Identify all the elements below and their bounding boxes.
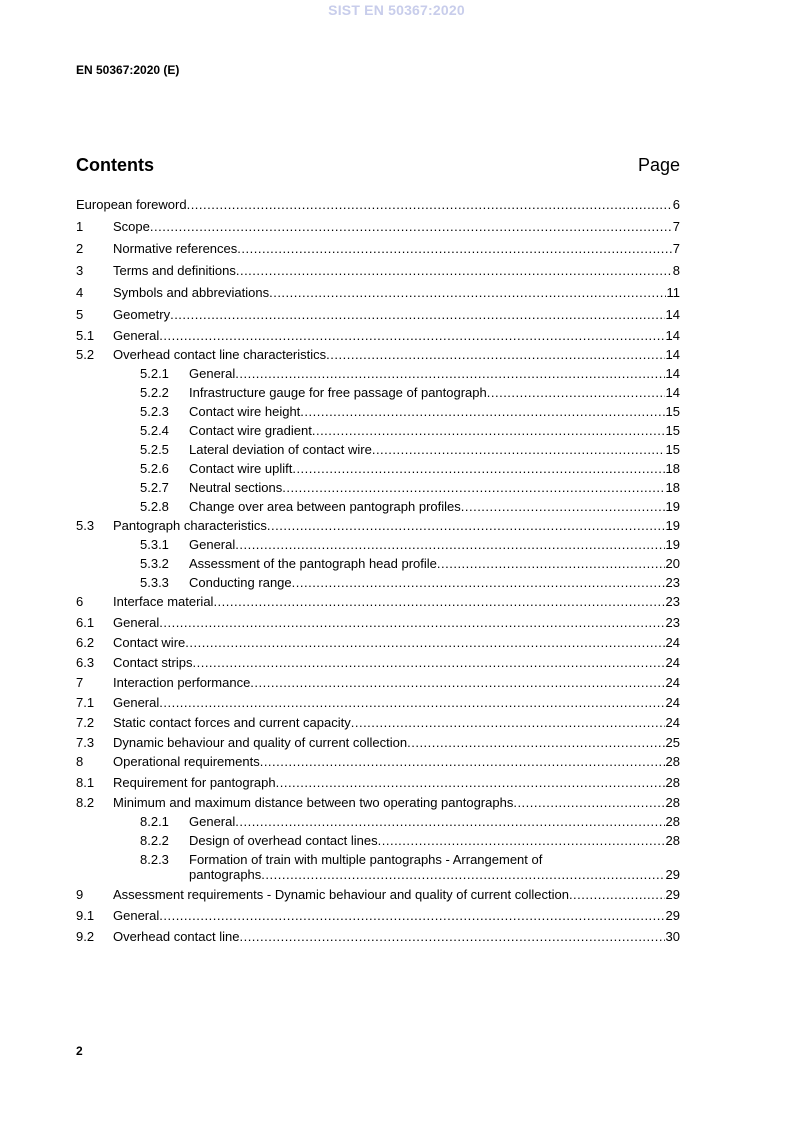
toc-entry-title: Symbols and abbreviations bbox=[113, 285, 270, 300]
toc-entry-page: 19 bbox=[665, 518, 680, 533]
toc-entry-number: 5.2.2 bbox=[140, 385, 169, 400]
toc-entry-number: 4 bbox=[76, 285, 84, 300]
toc-entry-number: 5.3 bbox=[76, 518, 95, 533]
toc-entry-page: 18 bbox=[665, 480, 680, 495]
toc-entry-number: 5.1 bbox=[76, 328, 95, 343]
toc-entry-number: 8 bbox=[76, 754, 84, 769]
toc-entry-number: 8.1 bbox=[76, 775, 95, 790]
toc-entry-title: Minimum and maximum distance between two operating pantographs bbox=[113, 795, 514, 810]
toc-entry-number: 1 bbox=[76, 219, 84, 234]
toc-entry[interactable] bbox=[76, 695, 680, 710]
toc-entry[interactable] bbox=[76, 241, 680, 256]
toc-entry-title: Infrastructure gauge for free passage of pantograph bbox=[189, 385, 487, 400]
toc-dot-leader bbox=[239, 929, 664, 944]
toc-entry-page: 15 bbox=[665, 404, 680, 419]
toc-entry-title: Design of overhead contact lines bbox=[189, 833, 378, 848]
toc-entry-title: Terms and definitions bbox=[113, 263, 236, 278]
toc-entry-title: Interface material bbox=[113, 594, 214, 609]
toc-entry-number: 5.3.1 bbox=[140, 537, 169, 552]
toc-entry-number: 5.2.5 bbox=[140, 442, 169, 457]
toc-entry-page: 18 bbox=[665, 461, 680, 476]
toc-entry[interactable] bbox=[76, 423, 680, 438]
toc-dot-leader bbox=[300, 404, 664, 419]
toc-entry-number: 8.2.1 bbox=[140, 814, 169, 829]
toc-entry-page: 14 bbox=[665, 307, 680, 322]
toc-dot-leader bbox=[159, 695, 664, 710]
toc-dot-leader bbox=[235, 814, 664, 829]
toc-entry-number: 5.2.6 bbox=[140, 461, 169, 476]
toc-dot-leader bbox=[159, 328, 664, 343]
toc-dot-leader bbox=[187, 197, 672, 212]
toc-entry-title: Normative references bbox=[113, 241, 238, 256]
toc-entry-title: Contact strips bbox=[113, 655, 193, 670]
toc-entry-page: 23 bbox=[665, 575, 680, 590]
toc-dot-leader bbox=[372, 442, 665, 457]
toc-entry-number: 9 bbox=[76, 887, 84, 902]
toc-entry-page: 11 bbox=[666, 285, 680, 300]
toc-entry[interactable] bbox=[76, 518, 680, 533]
toc-entry-page: 14 bbox=[665, 328, 680, 343]
toc-entry-page: 28 bbox=[665, 775, 680, 790]
toc-entry-page: 29 bbox=[665, 867, 680, 882]
toc-entry-page: 24 bbox=[665, 655, 680, 670]
toc-entry-number: 6 bbox=[76, 594, 84, 609]
toc-entry-number: 3 bbox=[76, 263, 84, 278]
toc-entry-number: 5.2.3 bbox=[140, 404, 169, 419]
toc-dot-leader bbox=[378, 833, 665, 848]
table-of-contents bbox=[76, 197, 680, 944]
toc-dot-leader bbox=[276, 775, 665, 790]
toc-dot-leader bbox=[487, 385, 665, 400]
toc-entry[interactable] bbox=[76, 285, 680, 300]
toc-entry[interactable] bbox=[76, 556, 680, 571]
toc-entry-page: 24 bbox=[665, 695, 680, 710]
toc-entry-title: General bbox=[113, 615, 160, 630]
toc-dot-leader bbox=[170, 307, 664, 322]
toc-entry-number: 5.2.1 bbox=[140, 366, 169, 381]
toc-entry-number: 9.2 bbox=[76, 929, 95, 944]
toc-entry[interactable] bbox=[76, 775, 680, 790]
toc-dot-leader bbox=[235, 366, 664, 381]
toc-entry[interactable] bbox=[76, 814, 680, 829]
toc-dot-leader bbox=[292, 461, 664, 476]
toc-entry[interactable] bbox=[76, 347, 680, 362]
toc-entry-page: 20 bbox=[665, 556, 680, 571]
toc-dot-leader bbox=[437, 556, 665, 571]
toc-entry[interactable] bbox=[76, 461, 680, 476]
toc-dot-leader bbox=[292, 575, 665, 590]
toc-entry-page: 8 bbox=[672, 263, 680, 278]
toc-dot-leader bbox=[269, 285, 665, 300]
toc-entry-number: 5.2.8 bbox=[140, 499, 169, 514]
toc-dot-leader bbox=[192, 655, 664, 670]
toc-entry-title: Assessment requirements - Dynamic behaviour and quality of current collection bbox=[113, 887, 569, 902]
toc-entry-page: 24 bbox=[665, 675, 680, 690]
toc-entry-page: 28 bbox=[665, 754, 680, 769]
toc-entry-title: Requirement for pantograph bbox=[113, 775, 276, 790]
toc-entry-page: 15 bbox=[665, 423, 680, 438]
toc-entry[interactable] bbox=[76, 635, 680, 650]
toc-entry[interactable] bbox=[76, 537, 680, 552]
toc-entry-page: 7 bbox=[672, 219, 680, 234]
toc-entry-title-continuation: pantographs bbox=[189, 867, 262, 882]
toc-entry-number: 8.2.2 bbox=[140, 833, 169, 848]
toc-entry-title: Geometry bbox=[113, 307, 171, 322]
toc-dot-leader bbox=[513, 795, 664, 810]
toc-dot-leader bbox=[260, 754, 665, 769]
toc-entry-page: 28 bbox=[665, 814, 680, 829]
toc-entry-page: 28 bbox=[665, 833, 680, 848]
toc-entry-title: General bbox=[189, 366, 236, 381]
toc-entry-page: 19 bbox=[665, 499, 680, 514]
toc-entry[interactable] bbox=[76, 795, 680, 810]
toc-entry-title: Pantograph characteristics bbox=[113, 518, 267, 533]
toc-entry[interactable] bbox=[76, 594, 680, 609]
toc-entry[interactable] bbox=[76, 404, 680, 419]
toc-entry[interactable] bbox=[76, 615, 680, 630]
contents-title: Contents bbox=[76, 155, 154, 175]
toc-entry-page: 25 bbox=[665, 735, 680, 750]
toc-dot-leader bbox=[351, 715, 665, 730]
toc-entry[interactable] bbox=[76, 754, 680, 769]
toc-entry-number: 5.3.2 bbox=[140, 556, 169, 571]
toc-entry[interactable] bbox=[76, 328, 680, 343]
toc-entry[interactable] bbox=[76, 366, 680, 381]
toc-entry-page: 14 bbox=[665, 366, 680, 381]
toc-entry[interactable] bbox=[76, 197, 680, 212]
toc-entry[interactable] bbox=[76, 655, 680, 670]
toc-entry[interactable] bbox=[76, 852, 680, 882]
toc-entry-title: Change over area between pantograph profiles bbox=[189, 499, 461, 514]
toc-dot-leader bbox=[312, 423, 665, 438]
toc-entry-title: General bbox=[189, 537, 236, 552]
toc-entry-title: General bbox=[189, 814, 236, 829]
toc-entry-number: 5 bbox=[76, 307, 84, 322]
toc-entry[interactable] bbox=[76, 219, 680, 234]
toc-dot-leader bbox=[407, 735, 664, 750]
toc-entry-number: 9.1 bbox=[76, 908, 95, 923]
toc-entry-page: 23 bbox=[665, 594, 680, 609]
toc-entry-title: General bbox=[113, 695, 160, 710]
toc-entry-title: Lateral deviation of contact wire bbox=[189, 442, 372, 457]
toc-entry-title: Contact wire height bbox=[189, 404, 301, 419]
toc-entry-number: 5.3.3 bbox=[140, 575, 169, 590]
toc-entry[interactable] bbox=[76, 715, 680, 730]
toc-entry-page: 24 bbox=[665, 715, 680, 730]
toc-entry[interactable] bbox=[76, 929, 680, 944]
toc-entry-title: Assessment of the pantograph head profile bbox=[189, 556, 437, 571]
toc-entry-number: 7 bbox=[76, 675, 84, 690]
toc-entry-page: 7 bbox=[672, 241, 680, 256]
toc-entry-page: 15 bbox=[665, 442, 680, 457]
toc-dot-leader bbox=[267, 518, 665, 533]
toc-entry-number: 6.3 bbox=[76, 655, 95, 670]
toc-entry-page: 19 bbox=[665, 537, 680, 552]
toc-entry-number: 8.2.3 bbox=[140, 852, 169, 867]
toc-entry[interactable] bbox=[76, 675, 680, 690]
toc-dot-leader bbox=[159, 908, 664, 923]
toc-entry-title: Contact wire bbox=[113, 635, 186, 650]
toc-dot-leader bbox=[569, 887, 665, 902]
toc-entry-page: 30 bbox=[665, 929, 680, 944]
toc-entry-title: Interaction performance bbox=[113, 675, 251, 690]
toc-entry[interactable] bbox=[76, 499, 680, 514]
toc-entry-title: Neutral sections bbox=[189, 480, 283, 495]
toc-entry[interactable] bbox=[76, 735, 680, 750]
toc-dot-leader bbox=[282, 480, 664, 495]
toc-entry[interactable] bbox=[76, 307, 680, 322]
toc-dot-leader bbox=[213, 594, 664, 609]
toc-entry[interactable] bbox=[76, 908, 680, 923]
toc-entry-title: General bbox=[113, 908, 160, 923]
toc-dot-leader bbox=[236, 263, 672, 278]
toc-entry-title: Dynamic behaviour and quality of current collection bbox=[113, 735, 408, 750]
toc-entry[interactable] bbox=[76, 263, 680, 278]
toc-entry-page: 28 bbox=[665, 795, 680, 810]
toc-entry-number: 2 bbox=[76, 241, 84, 256]
toc-entry-page: 6 bbox=[672, 197, 680, 212]
toc-entry-title: Operational requirements bbox=[113, 754, 260, 769]
toc-entry[interactable] bbox=[76, 442, 680, 457]
toc-entry-number: 7.3 bbox=[76, 735, 95, 750]
toc-entry-number: 5.2.7 bbox=[140, 480, 169, 495]
toc-entry[interactable] bbox=[76, 480, 680, 495]
toc-entry[interactable] bbox=[76, 575, 680, 590]
toc-dot-leader bbox=[185, 635, 664, 650]
toc-entry-number: 5.2.4 bbox=[140, 423, 169, 438]
toc-entry[interactable] bbox=[76, 385, 680, 400]
toc-entry-title: Conducting range bbox=[189, 575, 292, 590]
toc-dot-leader bbox=[150, 219, 672, 234]
toc-dot-leader bbox=[461, 499, 665, 514]
toc-entry-page: 23 bbox=[665, 615, 680, 630]
page-number: 2 bbox=[76, 1044, 83, 1058]
toc-entry-title: Scope bbox=[113, 219, 150, 234]
toc-entry-number: 5.2 bbox=[76, 347, 95, 362]
toc-entry-title: Contact wire gradient bbox=[189, 423, 312, 438]
toc-entry-number: 6.2 bbox=[76, 635, 95, 650]
toc-entry-page: 29 bbox=[665, 887, 680, 902]
toc-entry-number: 6.1 bbox=[76, 615, 95, 630]
toc-dot-leader bbox=[237, 241, 671, 256]
toc-entry-number: 7.2 bbox=[76, 715, 95, 730]
toc-entry-title: Contact wire uplift bbox=[189, 461, 293, 476]
toc-entry[interactable] bbox=[76, 833, 680, 848]
toc-dot-leader bbox=[261, 867, 664, 882]
toc-entry-number: 7.1 bbox=[76, 695, 95, 710]
toc-entry-page: 24 bbox=[665, 635, 680, 650]
toc-entry-number: 8.2 bbox=[76, 795, 95, 810]
toc-entry-page: 14 bbox=[665, 347, 680, 362]
toc-entry-title: Overhead contact line bbox=[113, 929, 240, 944]
document-id: EN 50367:2020 (E) bbox=[76, 63, 180, 77]
toc-dot-leader bbox=[250, 675, 664, 690]
toc-entry-title: General bbox=[113, 328, 160, 343]
toc-entry-title: Overhead contact line characteristics bbox=[113, 347, 327, 362]
watermark: SIST EN 50367:2020 bbox=[328, 2, 465, 18]
toc-entry-page: 14 bbox=[665, 385, 680, 400]
toc-entry-page: 29 bbox=[665, 908, 680, 923]
toc-entry[interactable] bbox=[76, 887, 680, 902]
toc-dot-leader bbox=[326, 347, 664, 362]
page-column-label: Page bbox=[637, 155, 680, 175]
toc-entry-title: European foreword bbox=[76, 197, 187, 212]
toc-dot-leader bbox=[235, 537, 664, 552]
toc-entry-title: Formation of train with multiple pantographs - Arrangement of bbox=[189, 852, 543, 867]
toc-dot-leader bbox=[159, 615, 664, 630]
toc-entry-title: Static contact forces and current capacity bbox=[113, 715, 351, 730]
